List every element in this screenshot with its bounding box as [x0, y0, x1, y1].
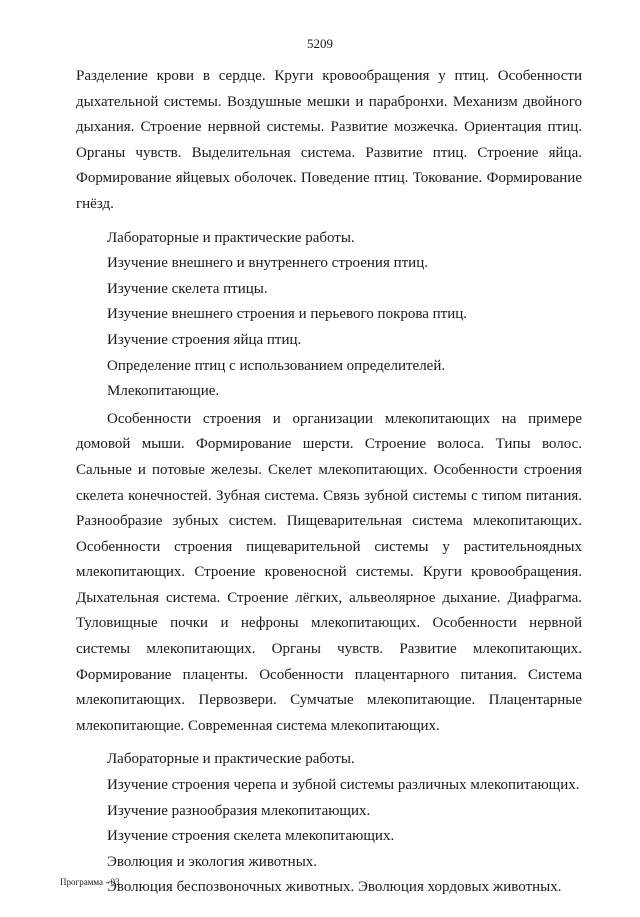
- list-item: Эволюция и экология животных.: [107, 853, 318, 870]
- list-item: Изучение строения скелета млекопитающих.: [107, 828, 395, 845]
- list-item: Лабораторные и практические работы.: [107, 229, 355, 246]
- list-item: Эволюция беспозвоночных животных. Эволюция хордовых животных.: [107, 879, 562, 896]
- list-item: Лабораторные и практические работы.: [107, 751, 355, 768]
- bird-list: [76, 226, 582, 405]
- list-item: Изучение внешнего строения и перьевого покрова птиц.: [107, 306, 468, 323]
- paragraph-birds: Разделение крови в сердце. Круги кровообращения у птиц. Особенности дыхательной системы. Воздушные мешки и парабронхи. Механизм двойного дыхания. Строение нервной системы. Развитие мозжечка. Ориентация птиц. Органы чувств. Выделительная система. Развитие птиц. Строение яйца. Формирование яйцевых оболочек. Поведение птиц. Токование. Формирование гнёзд.: [76, 68, 582, 212]
- mammal-list: [76, 747, 582, 901]
- paragraph-mammals: Особенности строения и организации млекопитающих на примере домовой мыши. Формирование шерсти. Строение волоса. Типы волос. Сальные и потовые железы. Скелет млекопитающих. Особенности строения скелета конечностей. Зубная система. Связь зубной системы с типом питания. Разнообразие зубных систем. Пищеварительная система млекопитающих. Особенности строения пищеварительной системы у растительноядных млекопитающих. Строение кровеносной системы. Круги кровообращения. Дыхательная система. Строение лёгких, альвеолярное дыхание. Диафрагма. Туловищные почки и нефроны млекопитающих. Особенности нервной системы млекопитающих. Органы чувств. Развитие млекопитающих. Формирование плаценты. Особенности плацентарного питания. Система млекопитающих. Первозвери. Сумчатые млекопитающие. Плацентарные млекопитающие. Современная система млекопитающих.: [76, 410, 582, 734]
- footer-program-label: Программа - 03: [60, 877, 120, 887]
- page-body: [76, 64, 582, 901]
- list-item: Изучение скелета птицы.: [107, 280, 268, 297]
- list-item: Изучение строения черепа и зубной системы различных млекопитающих.: [107, 777, 580, 794]
- list-item: Изучение внешнего и внутреннего строения птиц.: [107, 255, 428, 272]
- page-number: 5209: [307, 36, 333, 51]
- list-item: Определение птиц с использованием определителей.: [107, 357, 446, 374]
- section-heading-mammals: Млекопитающие.: [107, 383, 220, 400]
- list-item: Изучение строения яйца птиц.: [107, 331, 302, 348]
- list-item: Изучение разнообразия млекопитающих.: [107, 802, 371, 819]
